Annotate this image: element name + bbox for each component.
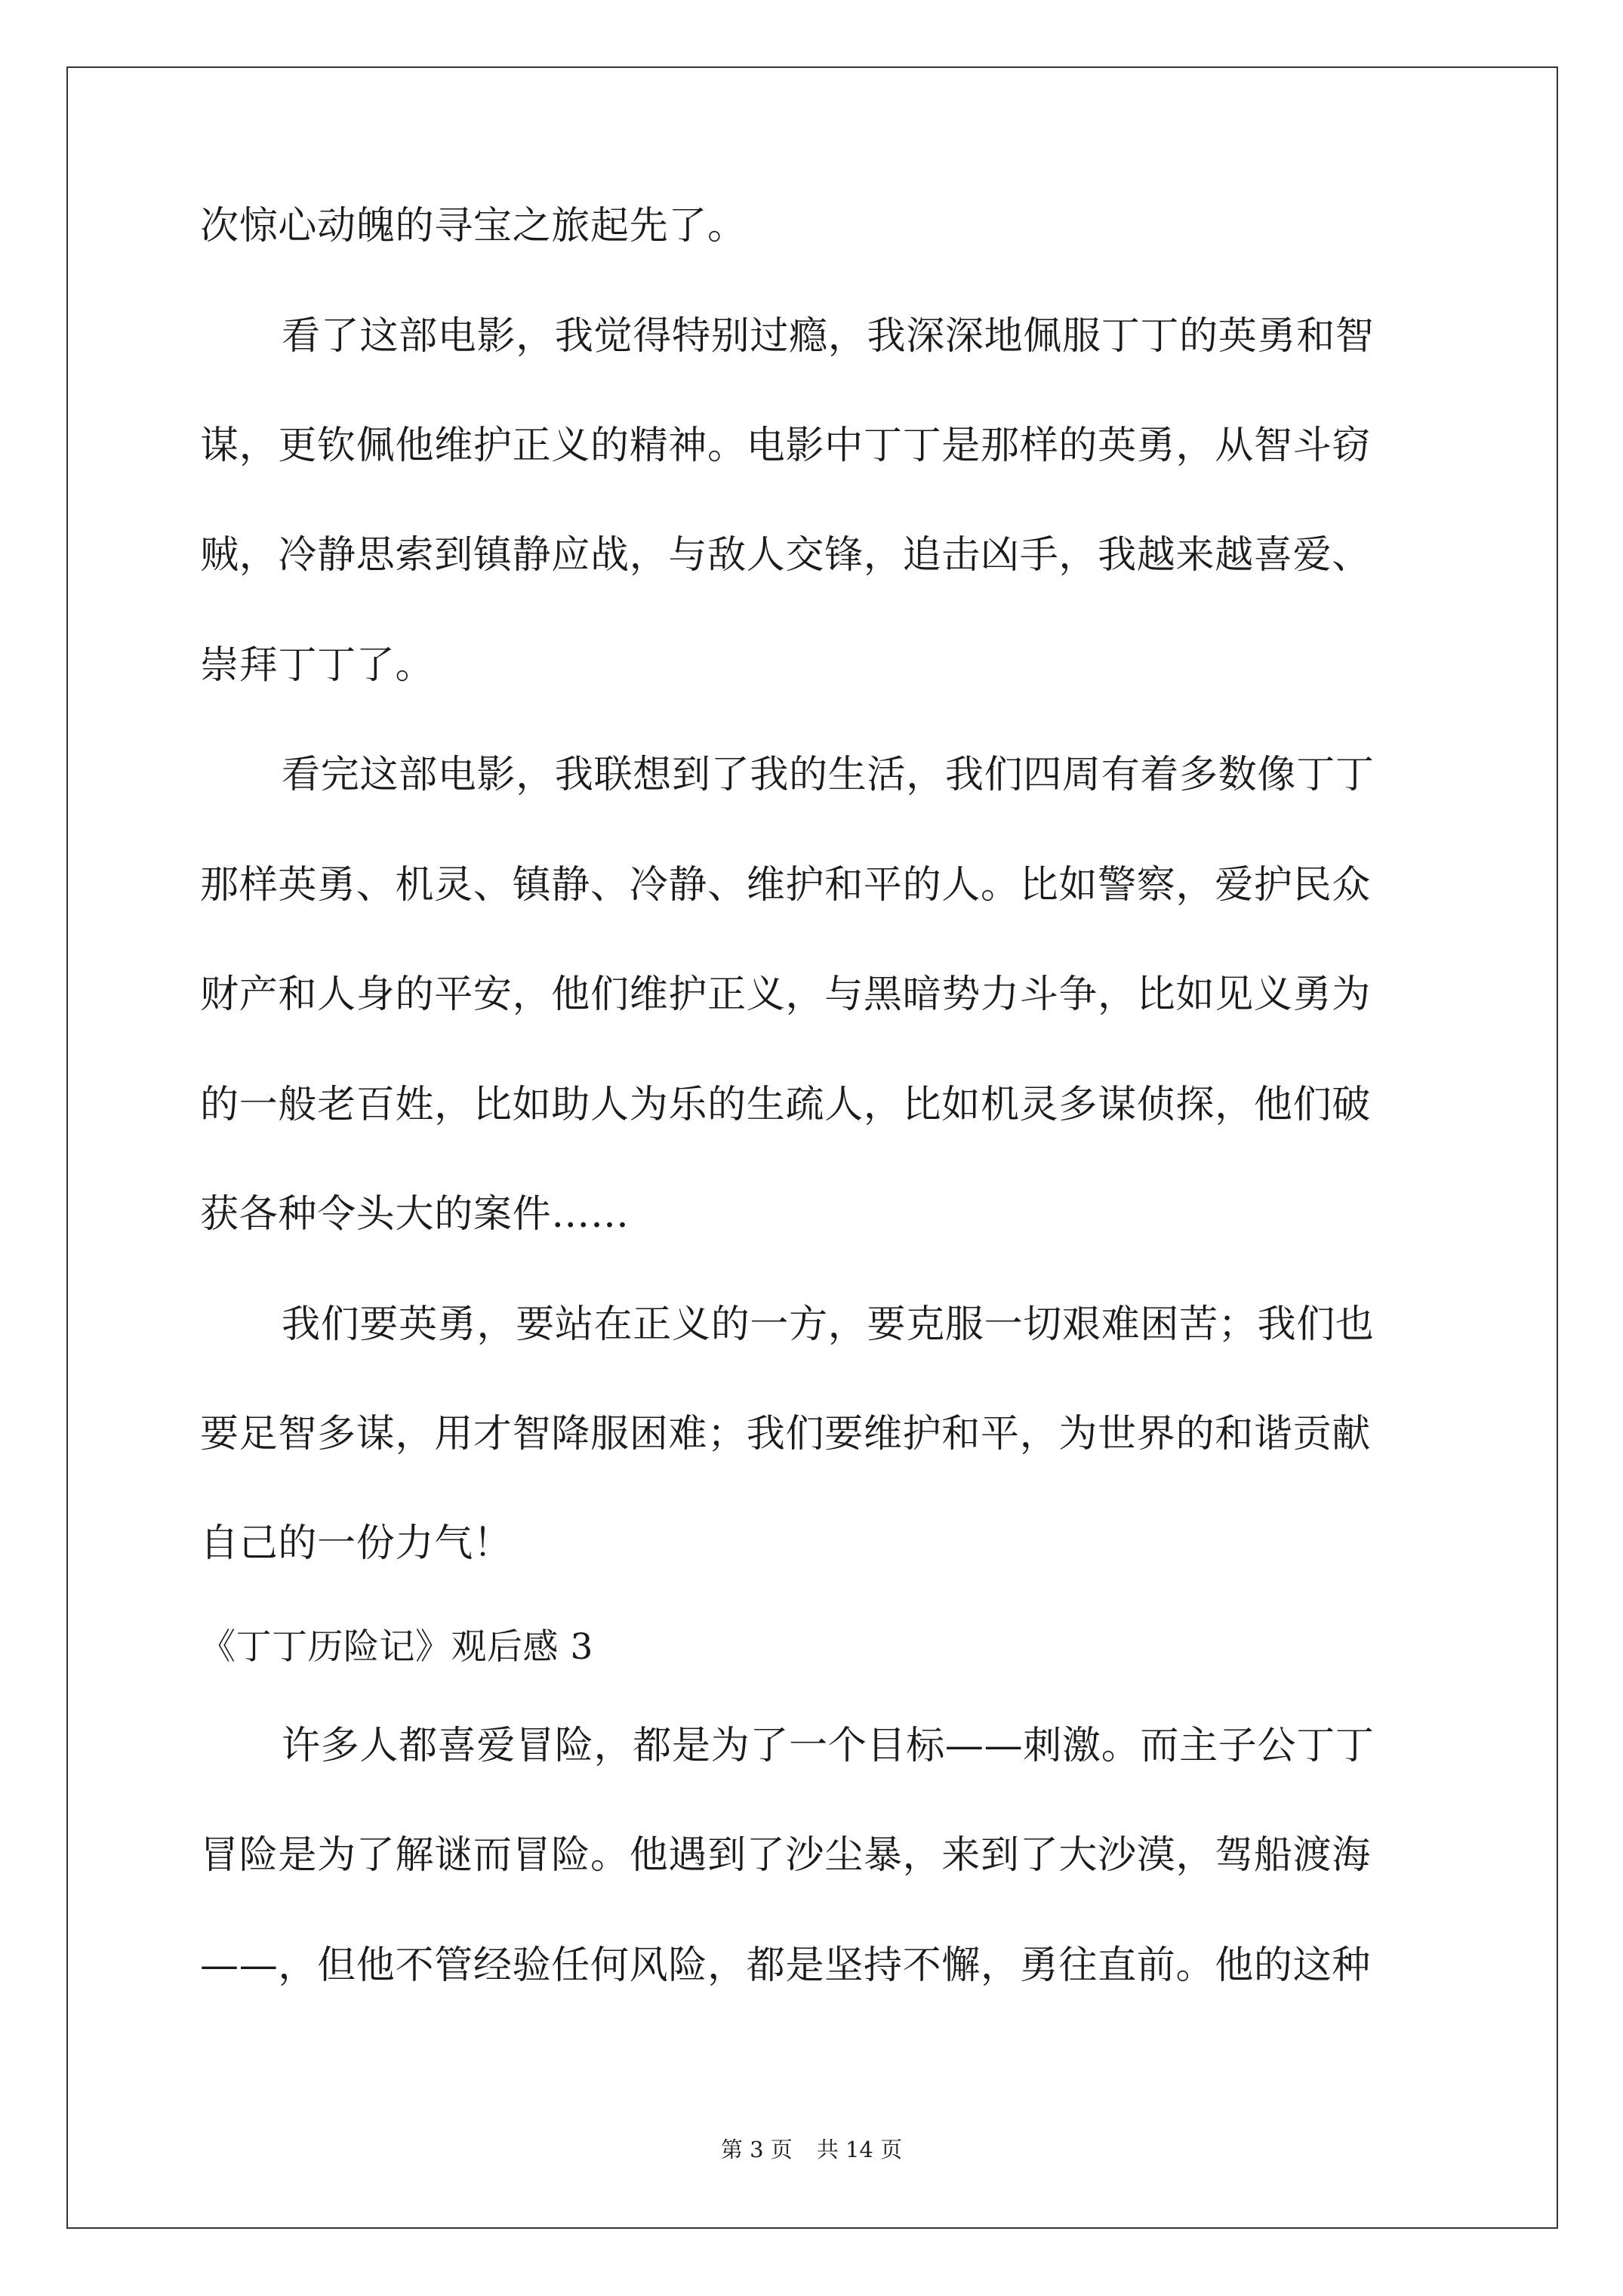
text-line: 崇拜丁丁了。 [200,643,435,688]
section-heading: 《丁丁历险记》观后感 3 [200,1626,593,1668]
text-line: 看完这部电影，我联想到了我的生活，我们四周有着多数像丁丁 [282,753,1375,797]
text-line: ——，但他不管经验任何风险，都是坚持不懈，勇往直前。他的这种 [200,1943,1372,1988]
text-line: 财产和人身的平安，他们维护正义，与黑暗势力斗争，比如见义勇为 [200,972,1372,1017]
text-line: 我们要英勇，要站在正义的一方，要克服一切艰难困苦；我们也 [282,1302,1375,1347]
text-line: 要足智多谋，用才智降服困难；我们要维护和平，为世界的和谐贡献 [200,1412,1372,1456]
text-line: 冒险是为了解谜而冒险。他遇到了沙尘暴，来到了大沙漠，驾船渡海 [200,1833,1372,1878]
text-line: 看了这部电影，我觉得特别过瘾，我深深地佩服丁丁的英勇和智 [282,314,1375,359]
text-line: 次惊心动魄的寻宝之旅起先了。 [200,204,747,248]
page-frame [66,66,1558,2229]
text-line: 贼，冷静思索到镇静应战，与敌人交锋，追击凶手，我越来越喜爱、 [200,533,1372,578]
text-line: 自己的一份力气！ [200,1521,513,1566]
text-line: 的一般老百姓，比如助人为乐的生疏人，比如机灵多谋侦探，他们破 [200,1083,1372,1127]
page-total: 共 14 页 [816,2137,903,2162]
text-line: 谋，更钦佩他维护正义的精神。电影中丁丁是那样的英勇，从智斗窃 [200,424,1372,468]
text-line: 获各种令头大的案件…… [200,1192,630,1237]
text-line: 那样英勇、机灵、镇静、冷静、维护和平的人。比如警察，爱护民众 [200,863,1372,908]
page-footer [0,2136,1623,2163]
page-number: 第 3 页 [720,2137,793,2162]
text-line: 许多人都喜爱冒险，都是为了一个目标——刺激。而主子公丁丁 [282,1724,1375,1768]
